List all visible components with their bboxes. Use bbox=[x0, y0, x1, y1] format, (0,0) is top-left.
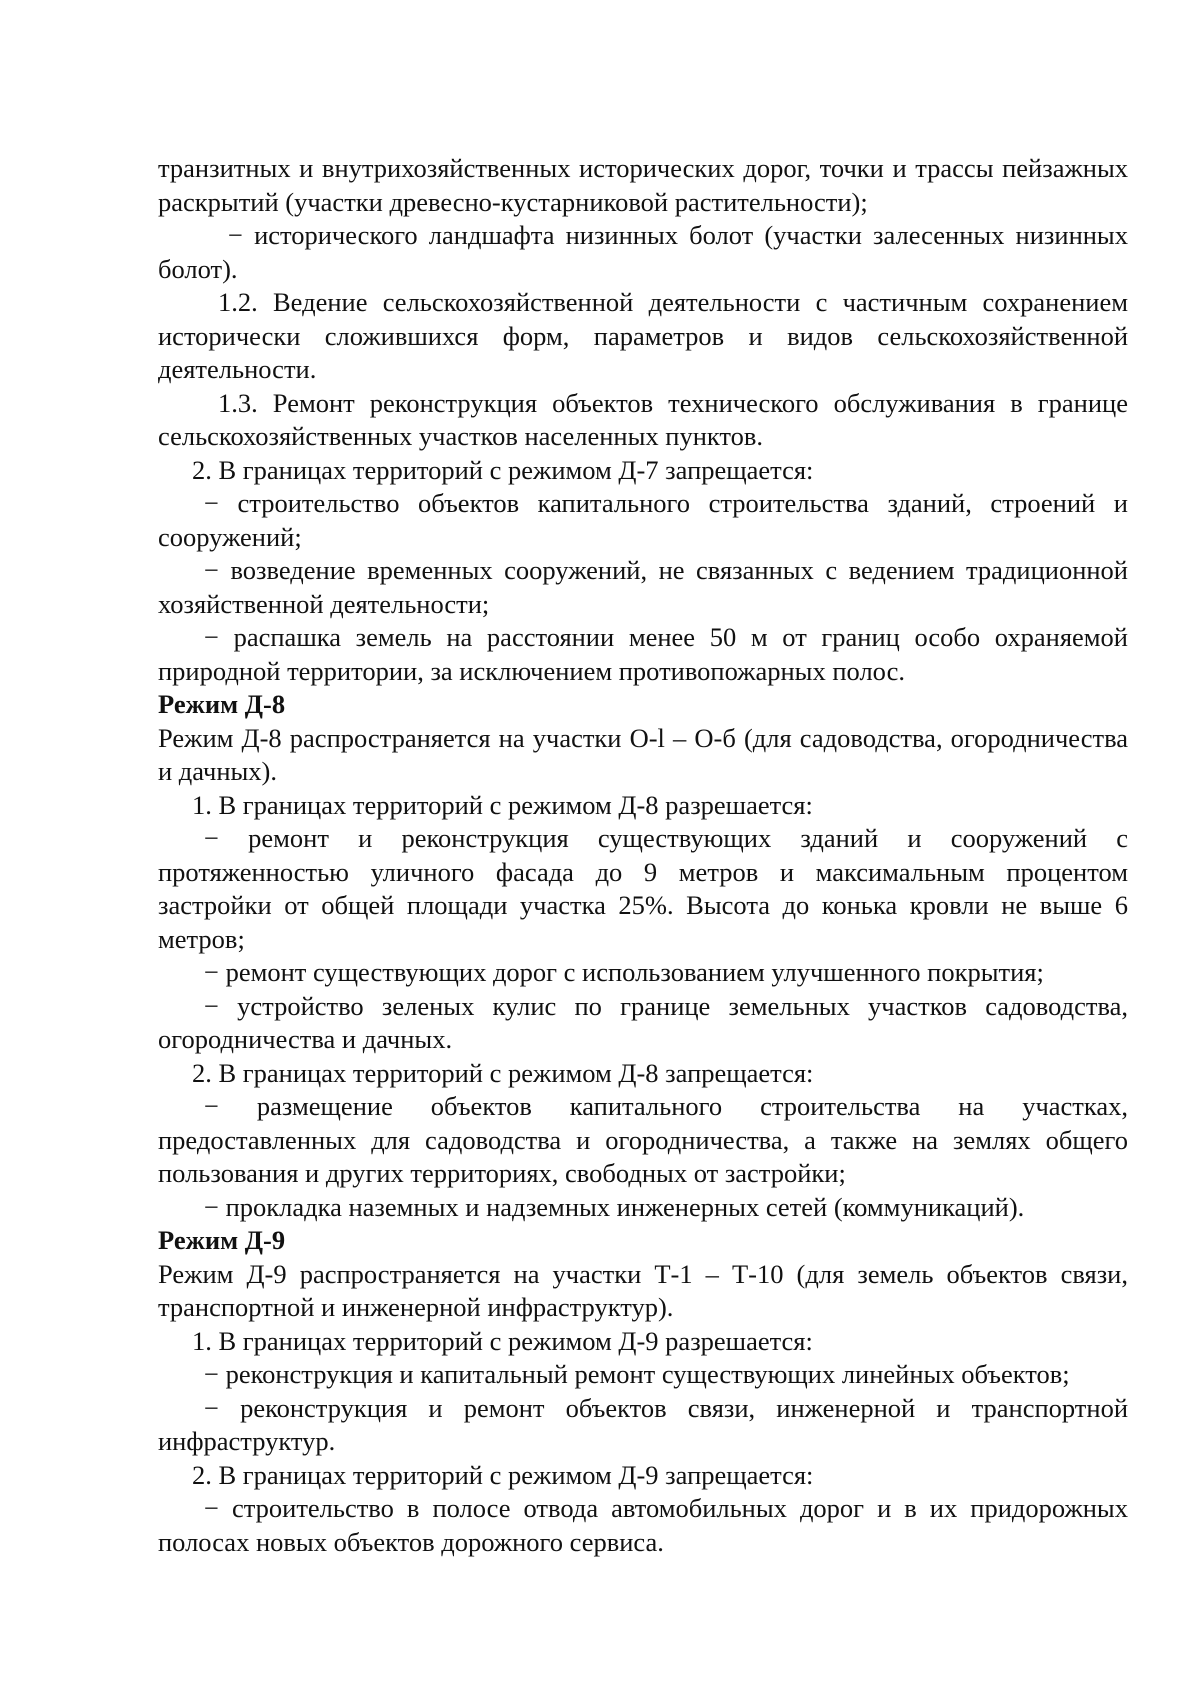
paragraph-d8-prohibited: 2. В границах территорий с режимом Д-8 запрещается: bbox=[192, 1057, 814, 1088]
section-heading-d9: Режим Д-9 bbox=[158, 1225, 286, 1255]
list-item: − устройство зеленых кулис по границе земельных участков садоводства, огородничества и дачных. bbox=[158, 990, 1128, 1054]
paragraph-1-3: 1.3. Ремонт реконструкция объектов технического обслуживания в границе сельскохозяйственных участков населенных пунктов. bbox=[158, 387, 1128, 451]
paragraph-d7-prohibited: 2. В границах территорий с режимом Д-7 запрещается: bbox=[192, 454, 814, 485]
section-heading-d8: Режим Д-8 bbox=[158, 689, 286, 719]
list-item: − исторического ландшафта низинных болот (участки залесенных низинных болот). bbox=[158, 220, 1128, 284]
list-item: − прокладка наземных и надземных инженерных сетей (коммуникаций). bbox=[204, 1191, 1025, 1222]
paragraph-d9-scope: Режим Д-9 распространяется на участки Т-1 – Т-10 (для земель объектов связи, транспортной и инженерной инфраструктур). bbox=[158, 1258, 1128, 1322]
paragraph-d9-prohibited: 2. В границах территорий с режимом Д-9 запрещается: bbox=[192, 1459, 814, 1490]
list-item: − ремонт и реконструкция существующих зданий и сооружений с протяженностью уличного фасада до 9 метров и максимальным процентом застройки от общей площади участка 25%. Высота до конька кровли не выше 6 метров; bbox=[158, 823, 1128, 954]
list-item: − ремонт существующих дорог с использованием улучшенного покрытия; bbox=[204, 957, 1044, 987]
paragraph-d8-scope: Режим Д-8 распространяется на участки О-l – О-б (для садоводства, огородничества и дачных). bbox=[158, 722, 1128, 786]
paragraph-1-2: 1.2. Ведение сельскохозяйственной деятельности с частичным сохранением исторически сложившихся форм, параметров и видов сельскохозяйственной деятельности. bbox=[158, 287, 1128, 384]
list-item: − строительство в полосе отвода автомобильных дорог и в их придорожных полосах новых объектов дорожного сервиса. bbox=[158, 1493, 1128, 1557]
list-item: − реконструкция и ремонт объектов связи, инженерной и транспортной инфраструктур. bbox=[158, 1392, 1128, 1456]
list-item: − строительство объектов капитального строительства зданий, строений и сооружений; bbox=[158, 488, 1128, 552]
list-item: − распашка земель на расстоянии менее 50 м от границ особо охраняемой природной территории, за исключением противопожарных полос. bbox=[158, 622, 1128, 686]
list-item: − возведение временных сооружений, не связанных с ведением традиционной хозяйственной деятельности; bbox=[158, 555, 1128, 619]
paragraph-d8-allowed: 1. В границах территорий с режимом Д-8 разрешается: bbox=[192, 789, 813, 820]
paragraph-d9-allowed: 1. В границах территорий с режимом Д-9 разрешается: bbox=[192, 1325, 813, 1356]
list-item: − размещение объектов капитального строительства на участках, предоставленных для садоводства и огородничества, а также на землях общего пользования и других территориях, свободных от застройки; bbox=[158, 1091, 1128, 1188]
document-page bbox=[158, 152, 1128, 1559]
paragraph-continuation: транзитных и внутрихозяйственных исторических дорог, точки и трассы пейзажных раскрытий (участки древесно-кустарниковой растительности); bbox=[158, 153, 1128, 217]
list-item: − реконструкция и капитальный ремонт существующих линейных объектов; bbox=[204, 1359, 1070, 1389]
